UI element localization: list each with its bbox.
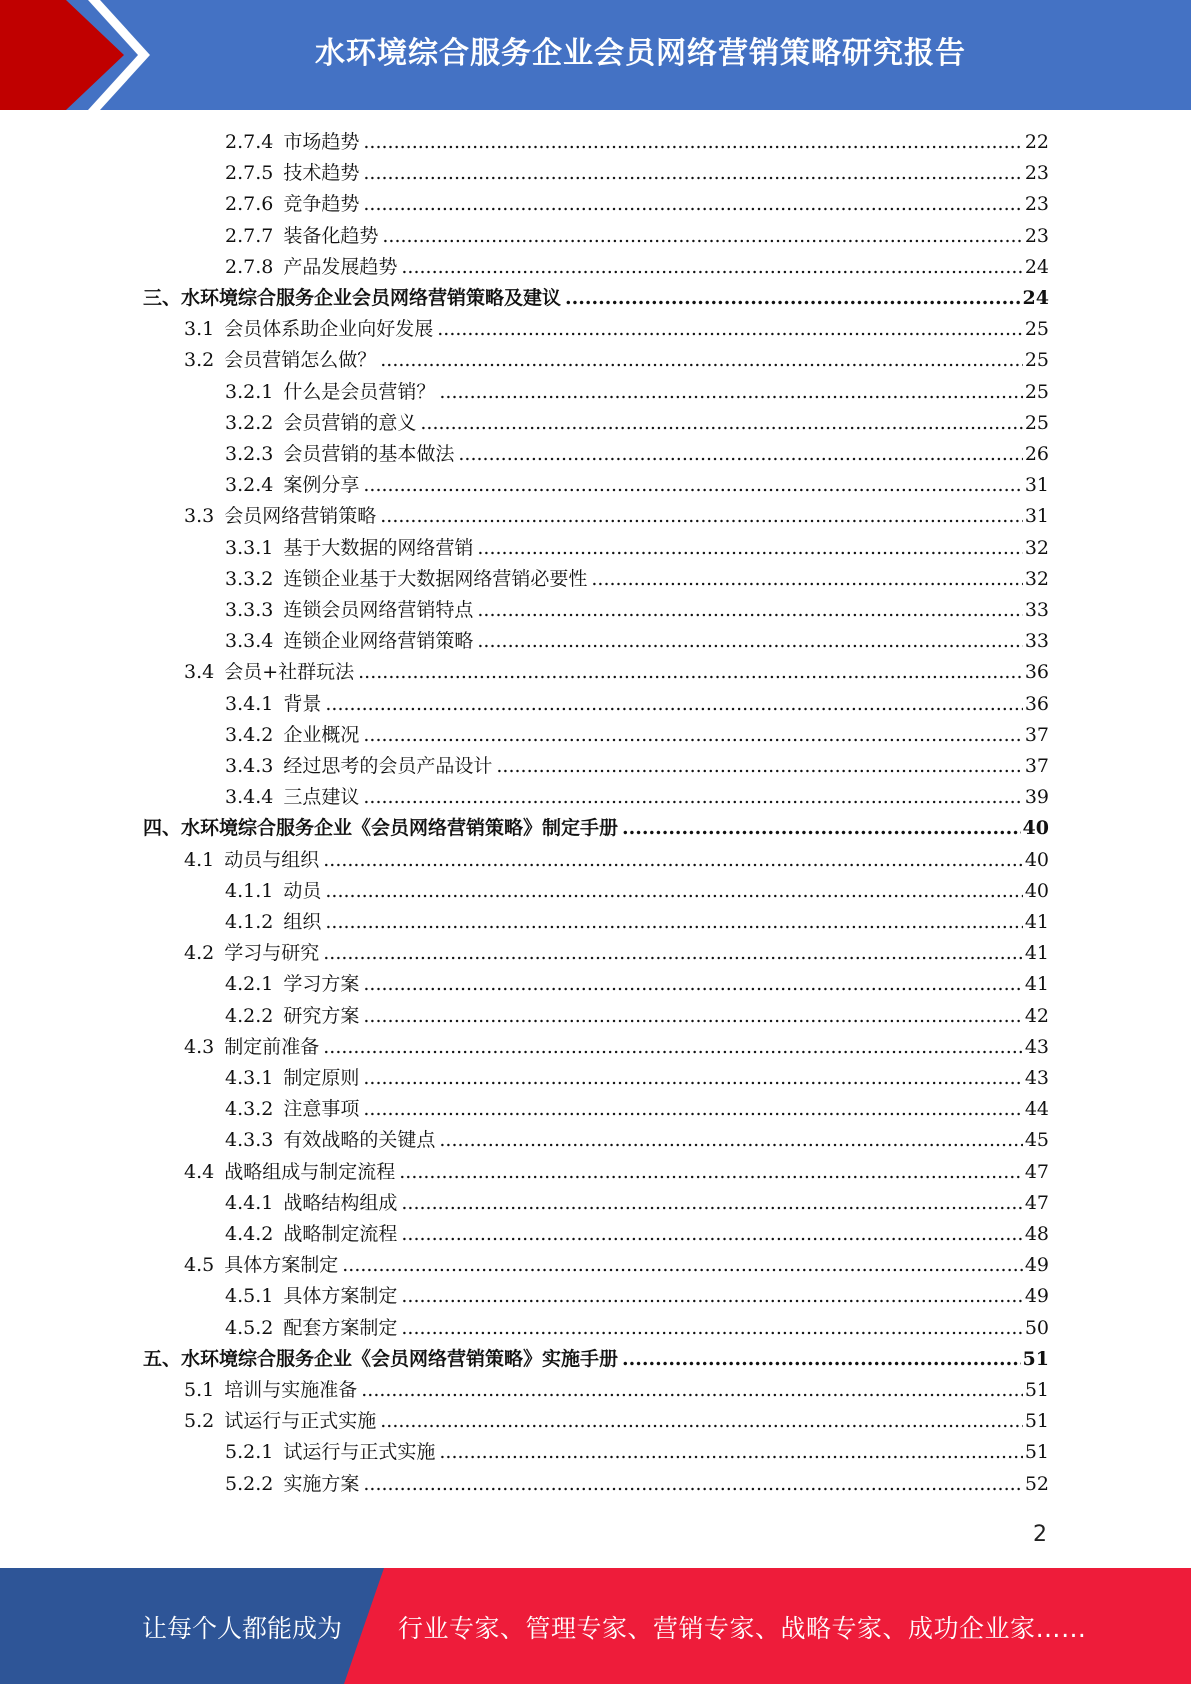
toc-entry[interactable] — [184, 1157, 1049, 1188]
toc-leader-dots — [323, 845, 1023, 876]
toc-entry[interactable] — [225, 158, 1049, 189]
toc-entry-number: 4.5.2 — [225, 1316, 274, 1339]
toc-entry-title: 试运行与正式实施 — [283, 1441, 436, 1464]
toc-entry[interactable] — [225, 564, 1049, 595]
toc-entry-number: 5.2.2 — [225, 1472, 274, 1495]
toc-entry-number: 3.2.3 — [225, 443, 274, 465]
toc-entry-title: 会员营销的意义 — [283, 411, 417, 434]
toc-entry-title: 战略组成与制定流程 — [224, 1160, 396, 1183]
toc-entry-number: 3.4 — [184, 661, 215, 684]
toc-leader-dots — [401, 1219, 1022, 1250]
toc-entry-number: 3.4.2 — [225, 723, 274, 746]
toc-entry-page: 41 — [1024, 911, 1049, 933]
toc-leader-dots — [358, 657, 1023, 688]
toc-entry-title: 学习方案 — [283, 973, 360, 996]
toc-entry[interactable] — [184, 314, 1049, 345]
toc-leader-dots — [363, 720, 1022, 751]
toc-entry[interactable] — [143, 1344, 1049, 1375]
toc-entry-number: 2.7.8 — [225, 255, 274, 278]
toc-entry[interactable] — [184, 845, 1049, 876]
toc-entry-page: 23 — [1024, 162, 1049, 185]
toc-entry[interactable] — [225, 1437, 1049, 1468]
toc-entry[interactable] — [225, 408, 1049, 439]
footer-tagline: 行业专家、管理专家、营销专家、战略专家、成功企业家…… — [398, 1614, 1087, 1643]
toc-entry-page: 25 — [1024, 349, 1049, 372]
toc-entry-title: 背景 — [283, 692, 322, 715]
toc-entry-title: 培训与实施准备 — [224, 1379, 358, 1401]
toc-entry-title: 经过思考的会员产品设计 — [283, 755, 493, 777]
toc-entry-title: 竞争趋势 — [283, 193, 360, 216]
toc-entry-page: 32 — [1024, 536, 1049, 559]
toc-leader-dots — [401, 1281, 1022, 1312]
toc-entry[interactable] — [225, 533, 1049, 564]
toc-leader-dots — [477, 595, 1022, 626]
toc-entry-number: 2.7.5 — [225, 162, 274, 185]
toc-entry-page: 39 — [1024, 786, 1049, 809]
toc-entry[interactable] — [184, 1375, 1049, 1406]
toc-entry-title: 连锁会员网络营销特点 — [283, 599, 474, 621]
toc-leader-dots — [565, 283, 1021, 314]
toc-entry[interactable] — [225, 1125, 1049, 1156]
toc-entry-page: 37 — [1024, 723, 1049, 746]
toc-entry-page: 43 — [1024, 1035, 1049, 1058]
toc-entry-title: 实施方案 — [283, 1472, 360, 1495]
toc-entry-page: 33 — [1024, 630, 1049, 653]
toc-leader-dots — [477, 626, 1022, 657]
toc-entry-number: 5.2 — [184, 1410, 215, 1433]
toc-entry[interactable] — [184, 1032, 1049, 1063]
toc-leader-dots — [401, 1188, 1022, 1219]
toc-entry-page: 51 — [1024, 1410, 1049, 1433]
toc-entry-number: 3.3.2 — [225, 567, 274, 590]
toc-leader-dots — [477, 533, 1022, 564]
toc-leader-dots — [439, 377, 1022, 408]
toc-leader-dots — [420, 408, 1022, 439]
toc-entry[interactable] — [225, 1063, 1049, 1094]
toc-leader-dots — [363, 1469, 1022, 1500]
toc-entry-page: 44 — [1024, 1098, 1049, 1121]
toc-entry-title: 案例分享 — [283, 474, 360, 497]
toc-entry-page: 26 — [1024, 443, 1049, 465]
toc-leader-dots — [342, 1250, 1023, 1281]
toc-entry-title: 装备化趋势 — [283, 224, 379, 247]
page-number: 2 — [1033, 1522, 1047, 1547]
toc-entry-title: 注意事项 — [283, 1098, 360, 1121]
toc-entry[interactable] — [225, 969, 1049, 1000]
toc-entry-title: 会员网络营销策略 — [224, 505, 377, 528]
toc-entry-title: 研究方案 — [283, 1004, 360, 1027]
toc-entry[interactable] — [225, 907, 1049, 938]
toc-entry[interactable] — [225, 221, 1049, 252]
toc-entry-page: 25 — [1024, 318, 1049, 341]
toc-leader-dots — [325, 689, 1022, 720]
toc-leader-dots — [439, 1437, 1022, 1468]
toc-leader-dots — [591, 564, 1022, 595]
toc-entry-page: 24 — [1022, 287, 1049, 309]
toc-leader-dots — [401, 1313, 1022, 1344]
toc-entry-title: 会员营销怎么做？ — [224, 349, 377, 372]
toc-entry-number: 4.4.2 — [225, 1223, 274, 1245]
footer-banner — [0, 1568, 1191, 1684]
toc-entry-title: 动员与组织 — [224, 848, 320, 871]
toc-entry-title: 会员营销的基本做法 — [283, 443, 455, 465]
toc-entry-page: 51 — [1022, 1347, 1049, 1370]
toc-entry-number: 2.7.4 — [225, 131, 274, 153]
toc-entry-number: 4.5 — [184, 1254, 215, 1277]
toc-entry-page: 47 — [1024, 1191, 1049, 1214]
toc-entry-number: 4.1.2 — [225, 911, 274, 933]
toc-entry-number: 4.2.1 — [225, 973, 274, 996]
toc-entry-number: 4.4 — [184, 1160, 215, 1183]
toc-entry-number: 3.4.4 — [225, 786, 274, 809]
toc-entry-number: 3.4.3 — [225, 755, 274, 777]
toc-leader-dots — [622, 813, 1021, 844]
toc-entry-page: 51 — [1024, 1441, 1049, 1464]
toc-entry-number: 5.1 — [184, 1379, 215, 1401]
toc-entry-title: 连锁企业基于大数据网络营销必要性 — [283, 567, 588, 590]
toc-entry-title: 什么是会员营销？ — [283, 380, 436, 403]
toc-entry[interactable] — [184, 1250, 1049, 1281]
toc-entry-number: 2.7.6 — [225, 193, 274, 216]
toc-entry-title: 组织 — [283, 911, 322, 933]
toc-entry-number: 4.5.1 — [225, 1285, 274, 1308]
toc-entry[interactable] — [225, 252, 1049, 283]
toc-entry-title: 配套方案制定 — [283, 1316, 398, 1339]
toc-leader-dots — [363, 127, 1022, 158]
header-banner — [0, 0, 1191, 110]
toc-entry-title: 基于大数据的网络营销 — [283, 536, 474, 559]
toc-entry-page: 49 — [1024, 1254, 1049, 1277]
toc-entry-title: 具体方案制定 — [283, 1285, 398, 1308]
toc-entry-page: 31 — [1024, 505, 1049, 528]
toc-entry[interactable] — [225, 377, 1049, 408]
toc-entry-title: 动员 — [283, 879, 322, 902]
toc-entry-title: 具体方案制定 — [224, 1254, 339, 1277]
toc-leader-dots — [496, 751, 1022, 782]
toc-entry-page: 41 — [1024, 942, 1049, 965]
toc-leader-dots — [363, 158, 1022, 189]
toc-leader-dots — [380, 345, 1023, 376]
toc-entry-page: 45 — [1024, 1129, 1049, 1152]
toc-leader-dots — [382, 221, 1022, 252]
toc-entry-title: 制定前准备 — [224, 1035, 320, 1058]
toc-entry-number: 4.4.1 — [225, 1191, 274, 1214]
toc-entry-title: 试运行与正式实施 — [224, 1410, 377, 1433]
toc-leader-dots — [363, 1094, 1022, 1125]
toc-entry[interactable] — [225, 1219, 1049, 1250]
toc-entry-title: 连锁企业网络营销策略 — [283, 630, 474, 653]
toc-leader-dots — [325, 876, 1022, 907]
toc-entry-title: 战略制定流程 — [283, 1223, 398, 1245]
toc-entry-page: 33 — [1024, 599, 1049, 621]
toc-leader-dots — [437, 314, 1023, 345]
toc-entry-page: 40 — [1024, 848, 1049, 871]
toc-entry-number: 3.3.4 — [225, 630, 274, 653]
toc-entry[interactable] — [143, 283, 1049, 314]
toc-entry[interactable] — [225, 189, 1049, 220]
toc-entry-number: 4.3 — [184, 1035, 215, 1058]
toc-entry[interactable] — [225, 1094, 1049, 1125]
toc-entry[interactable] — [225, 439, 1049, 470]
toc-entry[interactable] — [225, 595, 1049, 626]
toc-leader-dots — [399, 1157, 1023, 1188]
toc-entry-title: 学习与研究 — [224, 942, 320, 965]
toc-leader-dots — [363, 470, 1022, 501]
toc-entry-title: 有效战略的关键点 — [283, 1129, 436, 1152]
toc-entry-page: 49 — [1024, 1285, 1049, 1308]
toc-leader-dots — [380, 1406, 1023, 1437]
toc-entry-page: 41 — [1024, 973, 1049, 996]
toc-entry-number: 3.2.1 — [225, 380, 274, 403]
toc-entry-page: 23 — [1024, 193, 1049, 216]
toc-leader-dots — [325, 907, 1022, 938]
toc-entry-page: 52 — [1024, 1472, 1049, 1495]
toc-entry-title: 四、水环境综合服务企业《会员网络营销策略》制定手册 — [143, 817, 619, 840]
toc-entry-number: 4.3.3 — [225, 1129, 274, 1152]
toc-entry-page: 51 — [1024, 1379, 1049, 1401]
toc-entry-number: 3.3.3 — [225, 599, 274, 621]
toc-entry-number: 4.3.1 — [225, 1067, 274, 1089]
toc-entry-page: 25 — [1024, 380, 1049, 403]
toc-entry-page: 22 — [1024, 131, 1049, 153]
toc-entry[interactable] — [225, 720, 1049, 751]
toc-entry-page: 36 — [1024, 661, 1049, 684]
toc-entry-number: 5.2.1 — [225, 1441, 274, 1464]
toc-leader-dots — [458, 439, 1022, 470]
toc-leader-dots — [363, 782, 1022, 813]
toc-entry[interactable] — [225, 751, 1049, 782]
toc-leader-dots — [363, 189, 1022, 220]
toc-entry[interactable] — [225, 1281, 1049, 1312]
toc-entry-number: 4.1.1 — [225, 879, 274, 902]
toc-entry-title: 产品发展趋势 — [283, 255, 398, 278]
toc-entry-number: 4.2 — [184, 942, 215, 965]
toc-entry-title: 企业概况 — [283, 723, 360, 746]
toc-entry-number: 3.3 — [184, 505, 215, 528]
toc-entry-number: 3.2.4 — [225, 474, 274, 497]
toc-entry-page: 40 — [1022, 817, 1049, 840]
toc-entry-number: 4.3.2 — [225, 1098, 274, 1121]
toc-entry-page: 36 — [1024, 692, 1049, 715]
toc-entry[interactable] — [184, 501, 1049, 532]
toc-leader-dots — [361, 1375, 1023, 1406]
toc-leader-dots — [363, 969, 1022, 1000]
toc-entry-page: 40 — [1024, 879, 1049, 902]
toc-entry[interactable] — [184, 938, 1049, 969]
toc-entry[interactable] — [225, 626, 1049, 657]
toc-entry[interactable] — [143, 813, 1049, 844]
toc-entry-page: 47 — [1024, 1160, 1049, 1183]
toc-entry[interactable] — [225, 782, 1049, 813]
toc-entry-page: 37 — [1024, 755, 1049, 777]
toc-entry[interactable] — [184, 1406, 1049, 1437]
toc-entry-number: 3.2 — [184, 349, 215, 372]
toc-entry[interactable] — [225, 1313, 1049, 1344]
toc-entry[interactable] — [225, 1001, 1049, 1032]
toc-entry-title: 三、水环境综合服务企业会员网络营销策略及建议 — [143, 287, 562, 309]
toc-entry[interactable] — [184, 345, 1049, 376]
toc-entry-title: 技术趋势 — [283, 162, 360, 185]
toc-entry-page: 25 — [1024, 411, 1049, 434]
toc-leader-dots — [439, 1125, 1022, 1156]
toc-leader-dots — [363, 1063, 1022, 1094]
toc-entry-title: 战略结构组成 — [283, 1191, 398, 1214]
toc-entry-title: 五、水环境综合服务企业《会员网络营销策略》实施手册 — [143, 1347, 619, 1370]
toc-entry-page: 50 — [1024, 1316, 1049, 1339]
footer-slogan: 让每个人都能成为 — [142, 1614, 343, 1643]
toc-entry[interactable] — [225, 470, 1049, 501]
toc-leader-dots — [323, 938, 1023, 969]
toc-entry-title: 会员+社群玩法 — [224, 661, 355, 684]
toc-entry[interactable] — [225, 127, 1049, 158]
toc-leader-dots — [401, 252, 1022, 283]
toc-entry[interactable] — [225, 876, 1049, 907]
toc-leader-dots — [380, 501, 1023, 532]
toc-entry-number: 4.2.2 — [225, 1004, 274, 1027]
toc-entry-title: 制定原则 — [283, 1067, 360, 1089]
toc-entry-number: 3.1 — [184, 318, 215, 341]
toc-entry-page: 48 — [1024, 1223, 1049, 1245]
toc-leader-dots — [323, 1032, 1023, 1063]
toc-entry-number: 3.4.1 — [225, 692, 274, 715]
toc-entry[interactable] — [225, 1469, 1049, 1500]
toc-entry-page: 42 — [1024, 1004, 1049, 1027]
toc-entry-page: 32 — [1024, 567, 1049, 590]
toc-entry[interactable] — [184, 657, 1049, 688]
toc-entry-title: 会员体系助企业向好发展 — [224, 318, 434, 341]
toc-entry-page: 43 — [1024, 1067, 1049, 1089]
toc-leader-dots — [622, 1344, 1021, 1375]
toc-entry-title: 市场趋势 — [283, 131, 360, 153]
toc-entry-title: 三点建议 — [283, 786, 360, 809]
toc-entry-page: 23 — [1024, 224, 1049, 247]
toc-entry-number: 3.2.2 — [225, 411, 274, 434]
toc-entry-page: 24 — [1024, 255, 1049, 278]
toc-entry-number: 2.7.7 — [225, 224, 274, 247]
toc-entry-number: 4.1 — [184, 848, 215, 871]
document-title: 水环境综合服务企业会员网络营销策略研究报告 — [315, 36, 966, 71]
toc-entry[interactable] — [225, 1188, 1049, 1219]
toc-entry[interactable] — [225, 689, 1049, 720]
toc-entry-number: 3.3.1 — [225, 536, 274, 559]
toc-entry-page: 31 — [1024, 474, 1049, 497]
toc-leader-dots — [363, 1001, 1022, 1032]
